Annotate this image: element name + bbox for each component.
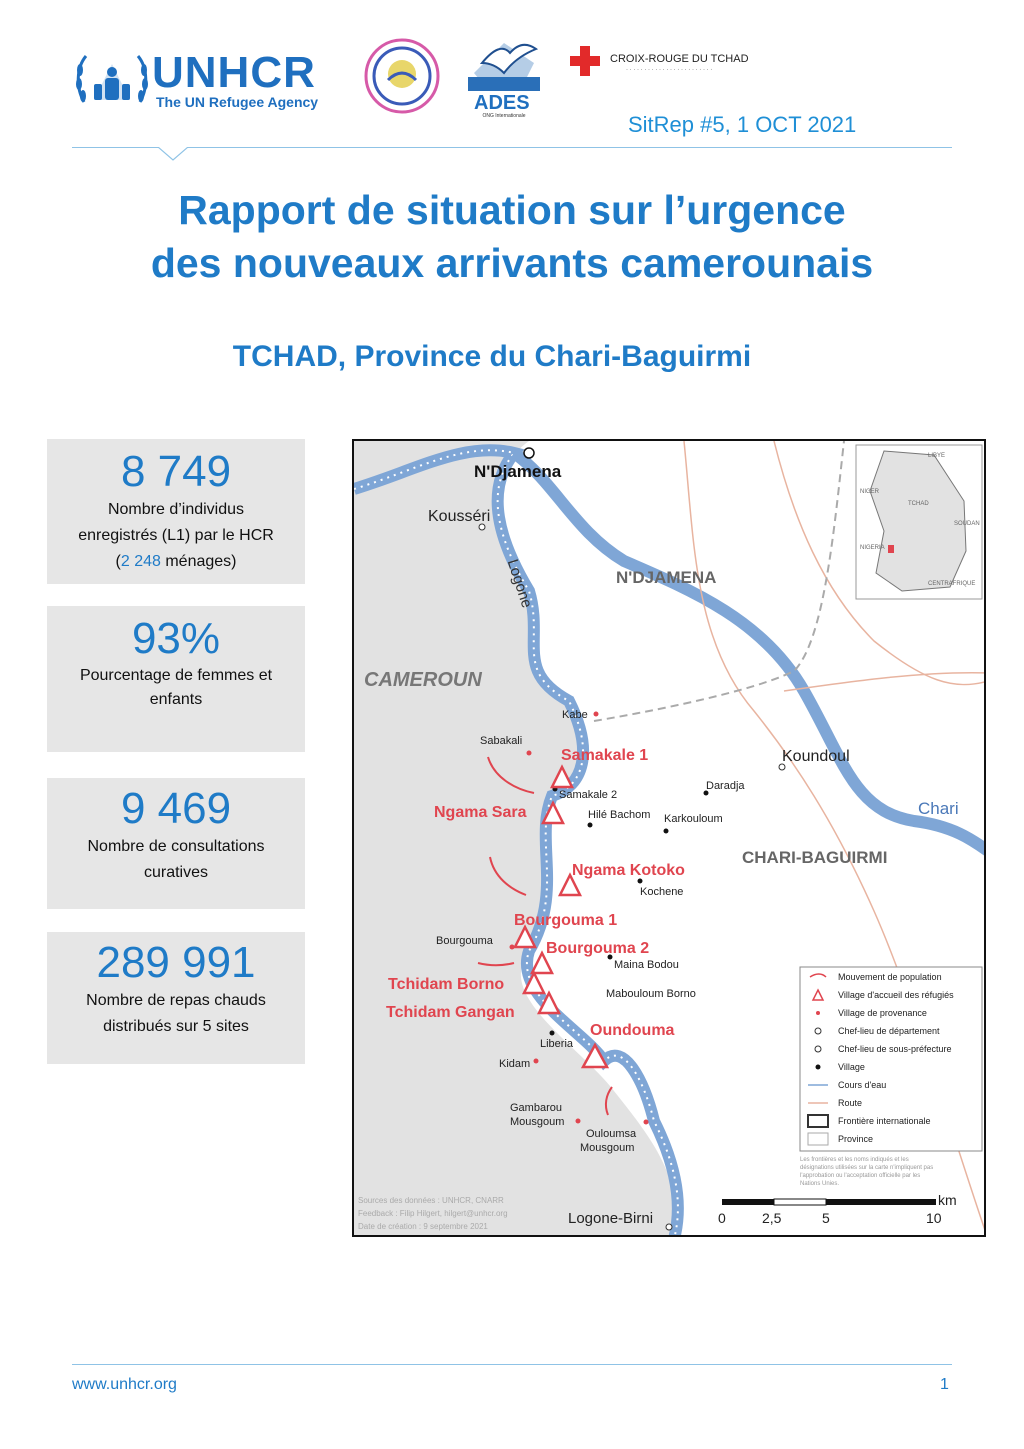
site-label-bourgouma-1: Bourgouma 1: [514, 912, 618, 929]
legend-item: Mouvement de population: [838, 972, 942, 982]
site-label-ngama-kotoko: Ngama Kotoko: [572, 862, 685, 879]
header-divider: [72, 147, 952, 148]
cnarr-logo-icon: [358, 36, 446, 116]
page-subtitle: TCHAD, Province du Chari-Baguirmi: [232, 340, 752, 373]
town-icon: [666, 1224, 672, 1230]
label-ndjamena: N'Djamena: [474, 462, 562, 481]
sitrep-label: SitRep #5, 1 OCT 2021: [628, 112, 857, 137]
disclaimer-line: Nations Unies.: [800, 1181, 840, 1187]
label-liberia: Liberia: [540, 1038, 574, 1050]
capital-icon: [524, 448, 534, 458]
source-line: Date de création : 9 septembre 2021: [358, 1222, 488, 1231]
road: [784, 673, 986, 691]
stat-value: 9 469: [120, 784, 232, 833]
label-kousseri: Kousséri: [428, 508, 491, 525]
label-kochene: Kochene: [640, 886, 684, 898]
label-daradja: Daradja: [706, 780, 745, 792]
label-kidam: Kidam: [499, 1058, 531, 1070]
source-line: Feedback : Filip Hilgert, hilgert@unhcr.org: [358, 1209, 508, 1218]
inset-label-libye: LIBYE: [928, 453, 946, 459]
red-cross-icon: [568, 44, 602, 78]
stat-label-line: Nombre d’individus: [107, 501, 245, 518]
stat-label-line: Pourcentage de femmes et: [79, 667, 273, 684]
label-chari: Chari: [918, 799, 959, 818]
title-line-2: des nouveaux arrivants camerounais: [150, 240, 874, 286]
village-origin-icon: [594, 712, 599, 717]
situation-map: [352, 439, 986, 1237]
village-icon: [550, 1031, 555, 1036]
site-label-bourgouma-2: Bourgouma 2: [546, 940, 650, 957]
legend-item: Chef-lieu de département: [838, 1026, 940, 1036]
label-mabouloum-borno: Mabouloum Borno: [606, 988, 696, 1000]
stat-label-line: curatives: [143, 864, 209, 881]
scale-tick: 5: [822, 1210, 830, 1226]
stat-box-consultations: [47, 778, 305, 909]
stat-label-line: Nombre de consultations: [87, 838, 265, 855]
source-line: Sources des données : UNHCR, CNARR: [358, 1196, 504, 1205]
legend-border-icon: [808, 1115, 828, 1127]
label-gambarou-mousgoum: Mousgoum: [510, 1116, 565, 1128]
legend-item: Cours d'eau: [838, 1080, 887, 1090]
disclaimer-line: l'approbation ou l'acceptation officielle par les: [800, 1173, 921, 1179]
label-logone-birni: Logone-Birni: [568, 1210, 654, 1227]
label-karkouloum: Karkouloum: [664, 813, 723, 825]
stat-box-registered: [47, 439, 305, 584]
village-icon: [638, 879, 643, 884]
village-icon: [588, 823, 593, 828]
legend-item: Province: [838, 1134, 874, 1144]
label-logone: Logone: [503, 557, 536, 611]
legend-origin-icon: [816, 1011, 820, 1015]
page-number: 1: [940, 1376, 949, 1393]
ades-wordmark: ADES: [474, 92, 530, 114]
legend-item: Frontière internationale: [838, 1116, 931, 1126]
inset-label-centrafrique: CENTRAFRIQUE: [928, 581, 976, 587]
legend-item: Village de provenance: [838, 1008, 927, 1018]
legend-subprefecture-icon: [815, 1046, 821, 1052]
stat-box-women-children: [47, 606, 305, 752]
unhcr-emblem-icon: [72, 50, 152, 110]
stat-label-line: Nombre de repas chauds: [86, 992, 266, 1009]
label-bourgouma: Bourgouma: [436, 935, 493, 947]
title-line-1: Rapport de situation sur l’urgence: [178, 187, 846, 233]
stat-value: 8 749: [120, 447, 232, 496]
legend-item: Chef-lieu de sous-préfecture: [838, 1044, 952, 1054]
label-gambarou: Gambarou: [510, 1102, 562, 1114]
region-cameroun: CAMEROUN: [364, 669, 482, 691]
page-title: [0, 184, 1024, 290]
disclaimer-line: désignations utilisées sur la carte n'impliquent pas: [800, 1165, 934, 1171]
legend-item: Village: [838, 1062, 865, 1072]
label-samakale-2: Samakale 2: [559, 789, 618, 801]
label-koundoul: Koundoul: [782, 748, 850, 765]
site-label-tchidam-gangan: Tchidam Gangan: [386, 1004, 515, 1021]
map-canvas: [354, 441, 986, 1237]
red-cross-name: CROIX-ROUGE DU TCHAD: [610, 53, 749, 65]
stat-box-meals: [47, 932, 305, 1064]
scale-bar-segment: [826, 1199, 936, 1205]
stat-value: 289 991: [96, 938, 256, 987]
stat-label-line: distribués sur 5 sites: [103, 1018, 249, 1035]
site-label-samakale-1: Samakale 1: [561, 747, 649, 764]
scale-bar-segment: [722, 1199, 774, 1205]
village-icon: [664, 829, 669, 834]
label-kabe: Kabe: [562, 709, 588, 721]
stat-label-households: (2 248 ménages): [115, 553, 237, 570]
legend-village-icon: [816, 1065, 821, 1070]
label-maina-bodou: Maina Bodou: [614, 959, 679, 971]
site-label-tchidam-borno: Tchidam Borno: [388, 976, 505, 993]
unhcr-tagline: The UN Refugee Agency: [156, 94, 319, 110]
footer-divider: [72, 1364, 952, 1365]
inset-label-chad: TCHAD: [908, 501, 929, 507]
village-origin-icon: [644, 1120, 649, 1125]
disclaimer-line: Les frontières et les noms indiqués et les: [800, 1157, 909, 1163]
legend-department-icon: [815, 1028, 821, 1034]
inset-area-marker: [888, 545, 894, 553]
unhcr-wordmark: UNHCR: [152, 48, 316, 97]
label-hile-bachom: Hilé Bachom: [588, 809, 651, 821]
label-sabakali: Sabakali: [480, 735, 523, 747]
village-origin-icon: [527, 751, 532, 756]
legend-item: Village d'accueil des réfugiés: [838, 990, 954, 1000]
site-label-ngama-sara: Ngama Sara: [434, 804, 527, 821]
red-cross-subtext: · · · · · · · · · · · · · · · · · · · · · · · ·: [626, 67, 713, 73]
inset-label-niger: NIGER: [860, 489, 880, 495]
legend-item: Route: [838, 1098, 863, 1108]
stat-label-line: enfants: [149, 691, 203, 708]
label-ouloumsa-mousgoum: Mousgoum: [580, 1142, 635, 1154]
header-notch: [158, 147, 188, 163]
svg-text:ONG Internationale: ONG Internationale: [482, 113, 526, 119]
scale-tick: 10: [926, 1210, 942, 1226]
region-ndjamena: N'DJAMENA: [616, 568, 717, 587]
village-origin-icon: [576, 1119, 581, 1124]
inset-label-nigeria: NIGERIA: [860, 545, 885, 551]
scale-tick: 0: [718, 1210, 726, 1226]
scale-unit: km: [938, 1192, 957, 1208]
stat-label-line: enregistrés (L1) par le HCR: [78, 527, 274, 544]
label-ouloumsa: Ouloumsa: [586, 1128, 637, 1140]
inset-label-soudan: SOUDAN: [954, 521, 980, 527]
footer-link[interactable]: www.unhcr.org: [72, 1376, 177, 1393]
legend-province-icon: [808, 1133, 828, 1145]
scale-bar-segment: [774, 1199, 826, 1205]
village-origin-icon: [534, 1059, 539, 1064]
stat-value: 93%: [131, 614, 221, 663]
scale-tick: 2,5: [762, 1210, 782, 1226]
households-count: 2 248: [120, 553, 161, 570]
region-chari-baguirmi: CHARI-BAGUIRMI: [742, 848, 888, 867]
site-label-oundouma: Oundouma: [590, 1022, 675, 1039]
